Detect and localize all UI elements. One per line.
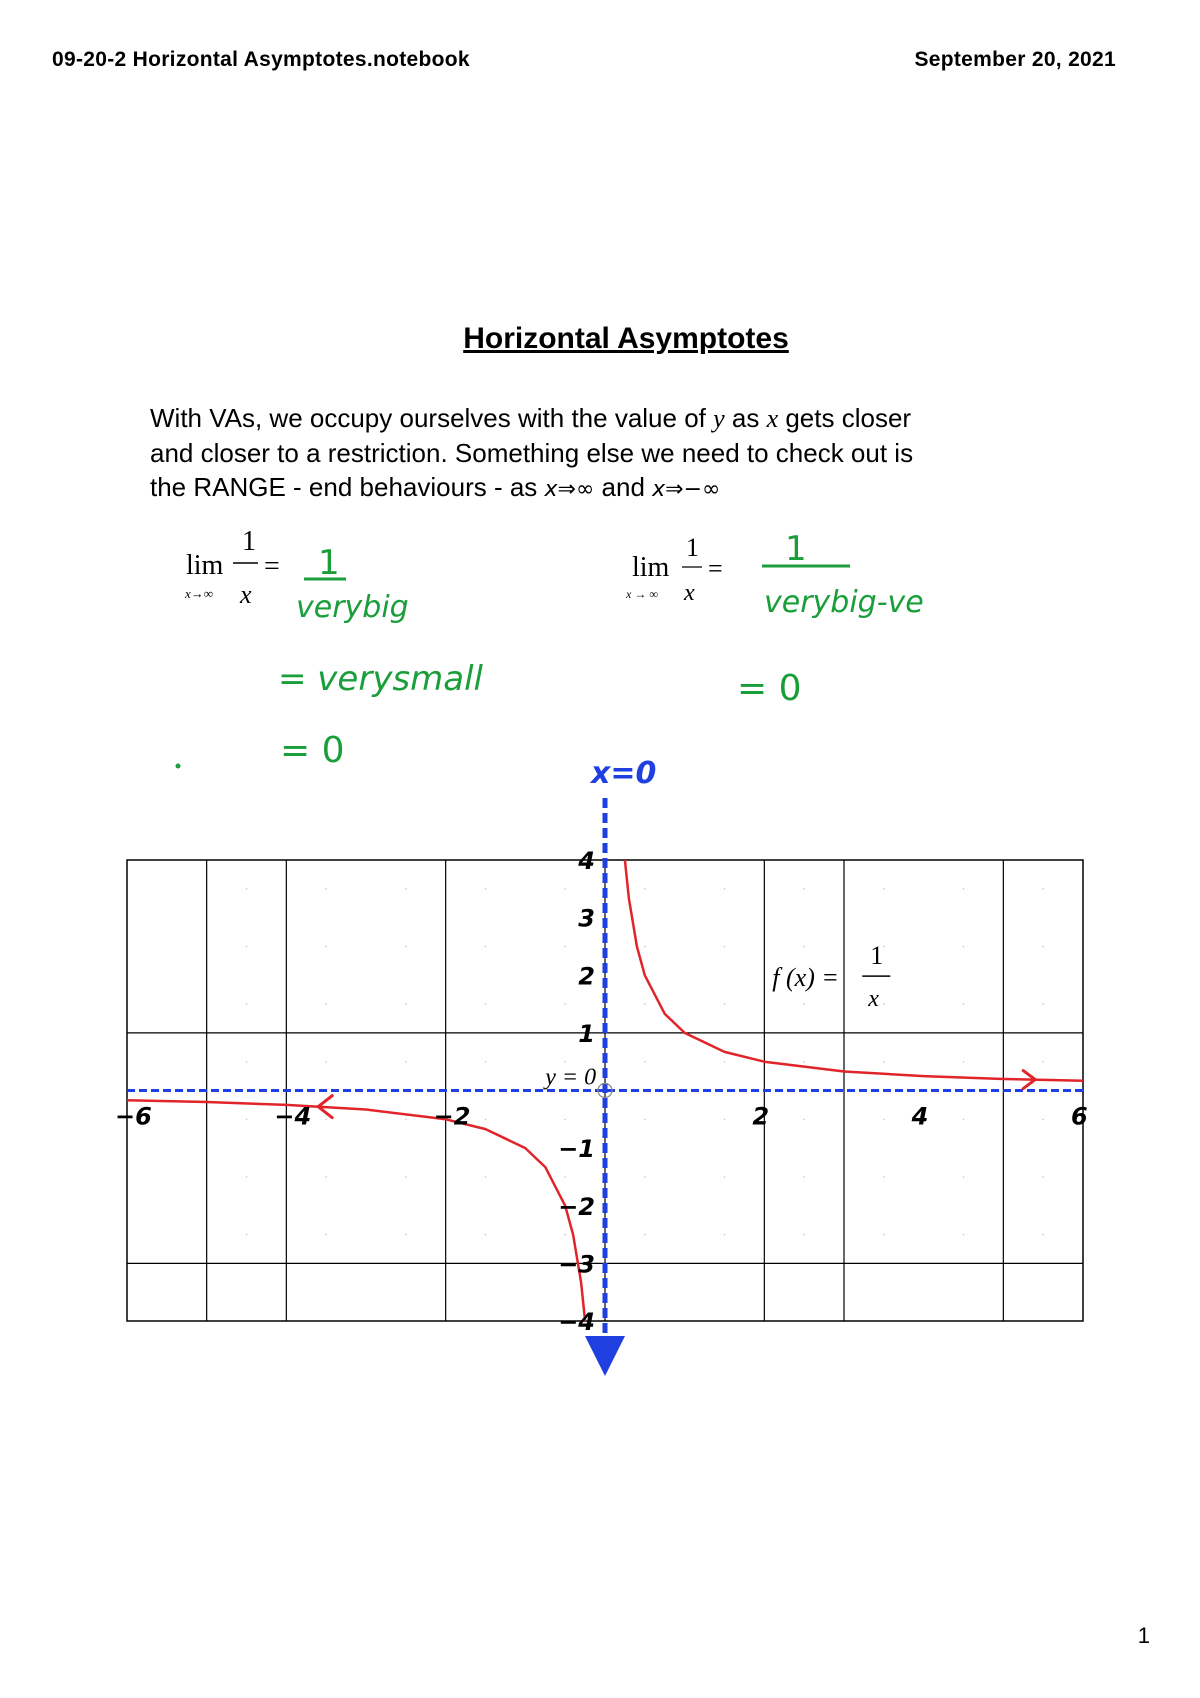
x-tick-label: −2 [433,1102,471,1131]
y-tick-label: 3 [578,904,595,933]
grid-dot [803,888,805,890]
grid-dot [724,1003,726,1005]
function-label [772,941,890,1012]
page-number: 1 [1137,1623,1150,1648]
x-tick-label: 2 [752,1102,770,1131]
grid-dot [564,946,566,948]
lim-denominator: x [240,580,252,609]
grid-dot [325,1119,327,1121]
hw-dot [176,764,181,769]
grid-dot [644,888,646,890]
grid-dot [1042,1234,1044,1236]
grid-dot [803,1003,805,1005]
grid-dot [1042,888,1044,890]
grid-dot [325,946,327,948]
grid-dot [1042,1061,1044,1063]
hw-denominator: verybig-ve [764,585,924,620]
grid-dot [724,888,726,890]
grid-dot [724,946,726,948]
grid-dot [325,888,327,890]
grid-dot [485,1119,487,1121]
hw-step: = 0 [280,730,345,771]
horizontal-asymptote-label: y = 0 [545,1064,597,1091]
lim-word: lim [186,550,224,581]
x-to-neg-infinity: x⇒−∞ [652,477,721,502]
grid-dot [644,1176,646,1178]
grid-dot [963,1061,965,1063]
grid-dot [724,1234,726,1236]
grid-dot [883,888,885,890]
grid-dot [485,1003,487,1005]
intro-text: gets closer [778,403,912,433]
function-curve-positive [625,860,1083,1081]
grid-dot [803,1176,805,1178]
grid-dot [963,946,965,948]
grid-dot [405,1119,407,1121]
notebook-filename: 09-20-2 Horizontal Asymptotes.notebook [52,48,470,71]
function-curve-negative [127,1100,585,1321]
hw-denominator: verybig [296,590,409,625]
grid-dot [963,1176,965,1178]
grid-dot [803,1061,805,1063]
grid-dot [883,1234,885,1236]
grid-dot [883,1119,885,1121]
x-tick-label: −6 [115,1102,152,1131]
grid-dot [246,1061,248,1063]
lim-subscript: x → ∞ [626,587,658,601]
lim-word: lim [632,552,670,583]
grid-dot [405,1003,407,1005]
graph [115,756,1088,1356]
grid-dot [485,1061,487,1063]
function-lhs: f (x) = [772,963,839,993]
grid-dot [803,1234,805,1236]
handwritten-work [176,529,924,771]
lim-equals: = [708,554,723,583]
x-tick-label: −4 [274,1102,312,1131]
limit-right [625,533,723,606]
limit-left [184,526,280,609]
var-y: y [713,404,725,433]
y-tick-label: −2 [558,1192,595,1221]
intro-text: the RANGE - end behaviours - as [150,472,545,502]
grid-dot [405,946,407,948]
hw-numerator: 1 [318,543,340,583]
grid-dot [246,946,248,948]
grid-dot [644,1234,646,1236]
grid-dot [246,1234,248,1236]
grid-dot [485,1176,487,1178]
grid-dot [325,1176,327,1178]
grid-dot [803,1119,805,1121]
notebook-date: September 20, 2021 [914,48,1116,71]
hw-step: = 0 [737,668,802,709]
grid-dot [564,1061,566,1063]
y-tick-label: 2 [578,962,595,991]
grid-dot [963,1003,965,1005]
grid-dot [644,946,646,948]
grid-dot [405,1176,407,1178]
grid-dot [644,1003,646,1005]
lim-equals: = [264,551,280,582]
hw-step: = verysmall [278,659,483,699]
grid-dot [325,1003,327,1005]
grid-dot [246,1003,248,1005]
grid-dot [883,1176,885,1178]
grid-dot [963,1119,965,1121]
grid-dot [963,888,965,890]
x-tick-label: 4 [911,1102,929,1131]
grid-dot [246,1176,248,1178]
hw-numerator: 1 [785,529,807,569]
page-title: Horizontal Asymptotes [463,322,789,355]
function-denominator: x [868,986,879,1013]
grid-dot [1042,946,1044,948]
y-tick-label: 1 [578,1019,595,1048]
var-x: x [766,404,779,433]
grid-dot [246,888,248,890]
grid-dot [564,1119,566,1121]
grid-dot [803,946,805,948]
grid-dot [405,888,407,890]
y-tick-label: 4 [578,847,595,875]
x-tick-label: 6 [1071,1102,1088,1131]
grid-dot [1042,1176,1044,1178]
grid-dot [724,1119,726,1121]
grid-dot [405,1234,407,1236]
x-tick-labels [115,1103,1088,1131]
grid-dot [1042,1003,1044,1005]
grid-dot [564,1176,566,1178]
y-tick-label: −3 [558,1250,595,1279]
grid-dot [564,1003,566,1005]
intro-text: and [594,472,653,502]
function-numerator: 1 [870,941,884,971]
grid-dot [485,1234,487,1236]
intro-line-2: and closer to a restriction. Something else we need to check out is [150,438,914,468]
vertical-asymptote-label: x=0 [591,756,657,791]
y-tick-label: −1 [558,1135,595,1164]
x-to-infinity: x⇒∞ [544,477,595,502]
grid-dots [246,888,1044,1235]
grid-dot [724,1176,726,1178]
grid-dot [246,1119,248,1121]
grid-dot [485,946,487,948]
grid-dot [564,1234,566,1236]
grid-dot [883,1061,885,1063]
grid-dot [644,1061,646,1063]
lim-numerator: 1 [242,526,256,557]
grid-dot [325,1234,327,1236]
lim-denominator: x [684,580,695,606]
lim-numerator: 1 [686,533,699,562]
lim-subscript: x→∞ [185,586,214,601]
grid-dot [325,1061,327,1063]
grid-dot [1042,1119,1044,1121]
intro-text: as [724,403,767,433]
grid-dot [485,888,487,890]
grid-dot [724,1061,726,1063]
grid-dot [883,1003,885,1005]
grid-dot [405,1061,407,1063]
intro-text: With VAs, we occupy ourselves with the value of [150,403,714,433]
grid-dot [564,888,566,890]
y-tick-label: −4 [558,1308,595,1336]
grid-dot [963,1234,965,1236]
grid-dot [644,1119,646,1121]
